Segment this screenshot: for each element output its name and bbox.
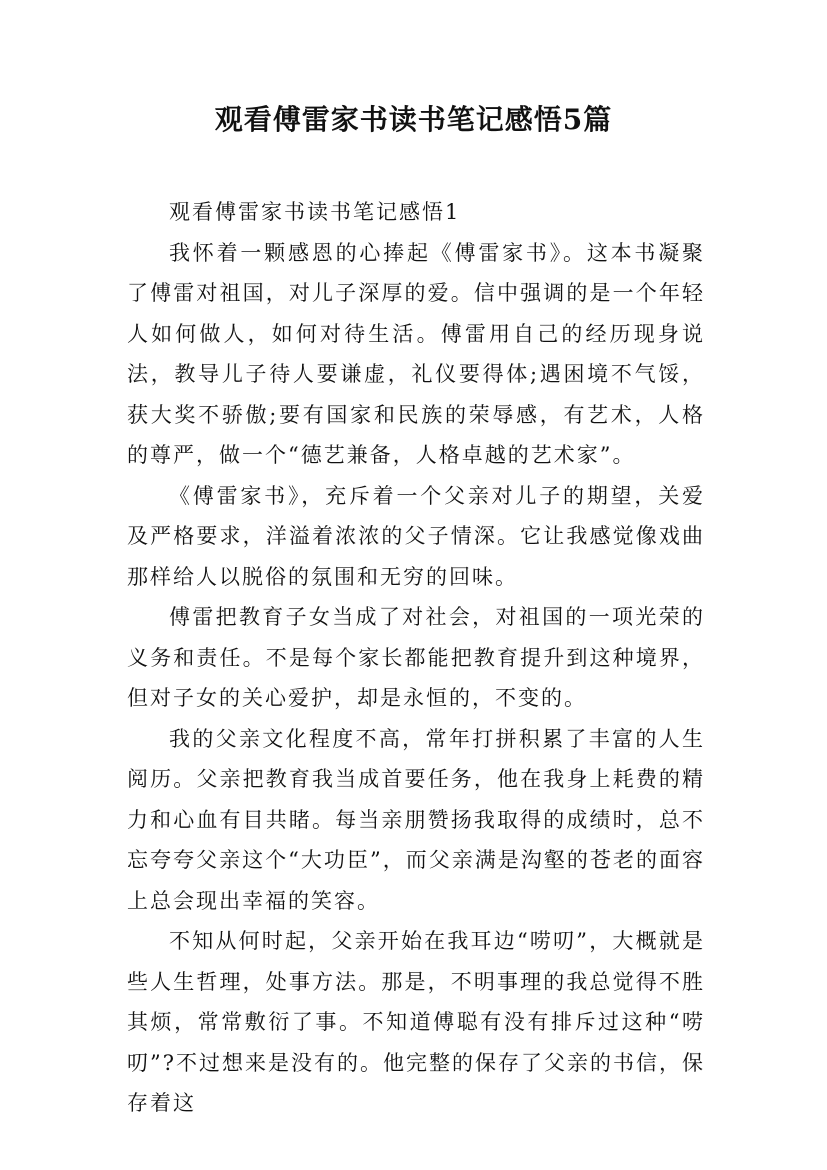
document-title: 观看傅雷家书读书笔记感悟5篇 (214, 103, 613, 136)
paragraph-4: 我的父亲文化程度不高，常年打拼积累了丰富的人生阅历。父亲把教育我当成首要任务，他在我身上耗费的精力和心血有目共睹。每当亲朋赞扬我取得的成绩时，总不忘夸夸父亲这个“大功臣”，而父亲满是沟壑的苍老的面容上总会现出幸福的笑容。 (127, 726, 705, 913)
paragraph-2: 《傅雷家书》，充斥着一个父亲对儿子的期望，关爱及严格要求，洋溢着浓浓的父子情深。它让我感觉像戏曲那样给人以脱俗的氛围和无穷的回味。 (127, 483, 705, 589)
paragraph-3: 傅雷把教育子女当成了对社会，对祖国的一项光荣的义务和责任。不是每个家长都能把教育提升到这种境界，但对子女的关心爱护，却是永恒的，不变的。 (127, 605, 705, 710)
paragraph-5: 不知从何时起，父亲开始在我耳边“唠叨”，大概就是些人生哲理，处事方法。那是，不明事理的我总觉得不胜其烦，常常敷衍了事。不知道傅聪有没有排斥过这种“唠叨”?不过想来是没有的。他完整的保存了父亲的书信，保存着这 (127, 929, 705, 1115)
section-heading: 观看傅雷家书读书笔记感悟1 (169, 200, 461, 224)
document-body (127, 192, 705, 1124)
paragraph-1: 我怀着一颗感恩的心捧起《傅雷家书》。这本书凝聚了傅雷对祖国，对儿子深厚的爱。信中强调的是一个年轻人如何做人，如何对待生活。傅雷用自己的经历现身说法，教导儿子待人要谦虚，礼仪要得体;遇困境不气馁，获大奖不骄傲;要有国家和民族的荣辱感，有艺术，人格的尊严，做一个“德艺兼备，人格卓越的艺术家”。 (127, 240, 705, 467)
